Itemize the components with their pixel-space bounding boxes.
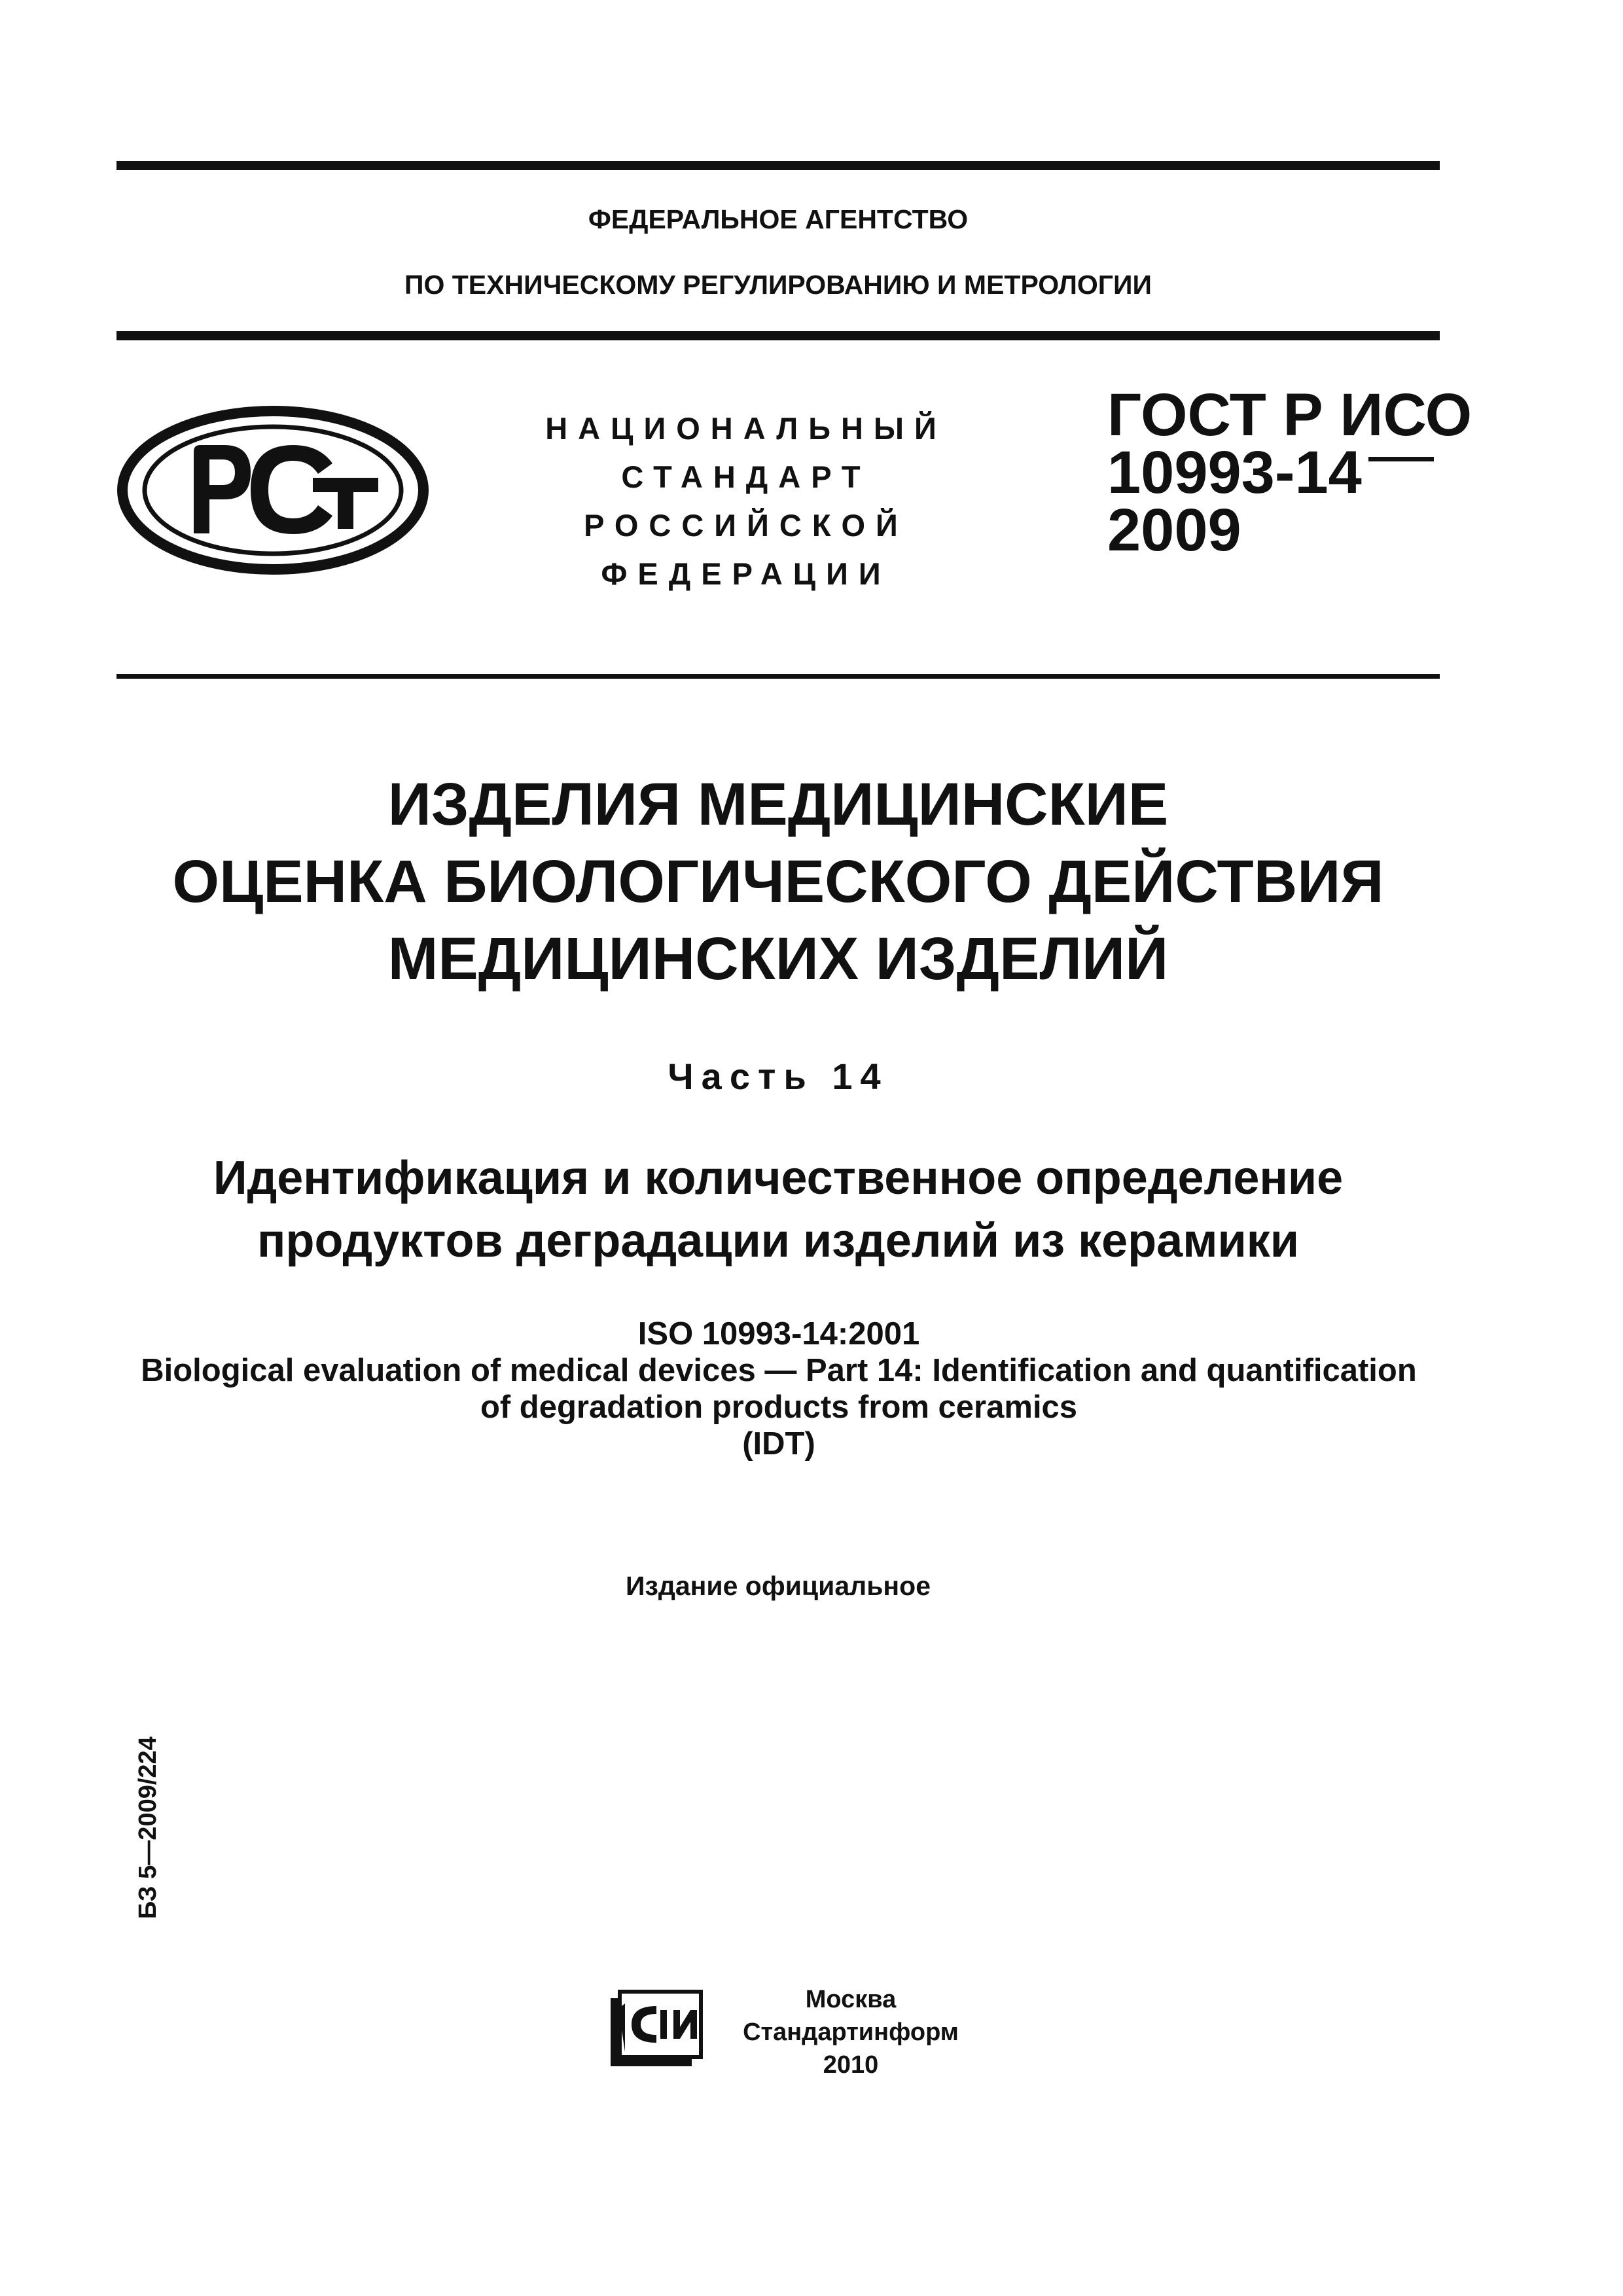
publisher-name: Стандартинформ — [743, 2018, 959, 2046]
agency-name-line-1: ФЕДЕРАЛЬНОЕ АГЕНТСТВО — [588, 204, 969, 234]
publisher-city: Москва — [805, 1986, 897, 2013]
national-standard-label — [497, 404, 995, 598]
publisher-year: 2010 — [823, 2051, 879, 2079]
national-line: СТАНДАРТ — [621, 459, 871, 494]
edition-label: Издание официальное — [625, 1571, 931, 1601]
standartinform-logo-icon — [605, 1986, 704, 2075]
side-code: БЗ 5—2009/224 — [134, 1736, 162, 1919]
designation-line-3: 2009 — [1107, 497, 1241, 564]
iso-title-line: Biological evaluation of medical devices — Part 14: Identification and quantification — [141, 1353, 1417, 1388]
title-line: ОЦЕНКА БИОЛОГИЧЕСКОГО ДЕЙСТВИЯ — [172, 848, 1384, 915]
designation-dash — [1368, 457, 1434, 461]
rst-certification-mark-icon — [116, 406, 429, 578]
document-title — [116, 766, 1440, 997]
iso-title-line: of degradation products from ceramics — [480, 1390, 1078, 1425]
designation-line-1: ГОСТ Р ИСО — [1107, 382, 1472, 448]
designation-line-2: 10993-14 — [1107, 439, 1362, 506]
top-rule — [116, 161, 1440, 170]
publisher-block — [733, 1983, 969, 2081]
standard-designation — [1107, 382, 1472, 564]
iso-reference — [98, 1316, 1459, 1462]
national-line: ФЕДЕРАЦИИ — [601, 556, 891, 591]
national-line: РОССИЙСКОЙ — [584, 508, 908, 543]
header-bottom-rule — [116, 331, 1440, 340]
title-line: МЕДИЦИНСКИХ ИЗДЕЛИЙ — [387, 925, 1169, 992]
subtitle-line: Идентификация и количественное определение — [213, 1152, 1344, 1204]
subtitle-line: продуктов деградации изделий из керамики — [257, 1215, 1300, 1267]
document-subtitle — [116, 1147, 1440, 1272]
iso-equivalence: (IDT) — [742, 1426, 815, 1462]
iso-code: ISO 10993-14:2001 — [637, 1316, 920, 1352]
agency-name-line-2: ПО ТЕХНИЧЕСКОМУ РЕГУЛИРОВАНИЮ И МЕТРОЛОГИИ — [404, 270, 1152, 300]
standard-block-bottom-rule — [116, 674, 1440, 679]
part-number: Часть 14 — [668, 1056, 889, 1097]
national-line: НАЦИОНАЛЬНЫЙ — [545, 411, 947, 446]
title-line: ИЗДЕЛИЯ МЕДИЦИНСКИЕ — [387, 771, 1169, 838]
